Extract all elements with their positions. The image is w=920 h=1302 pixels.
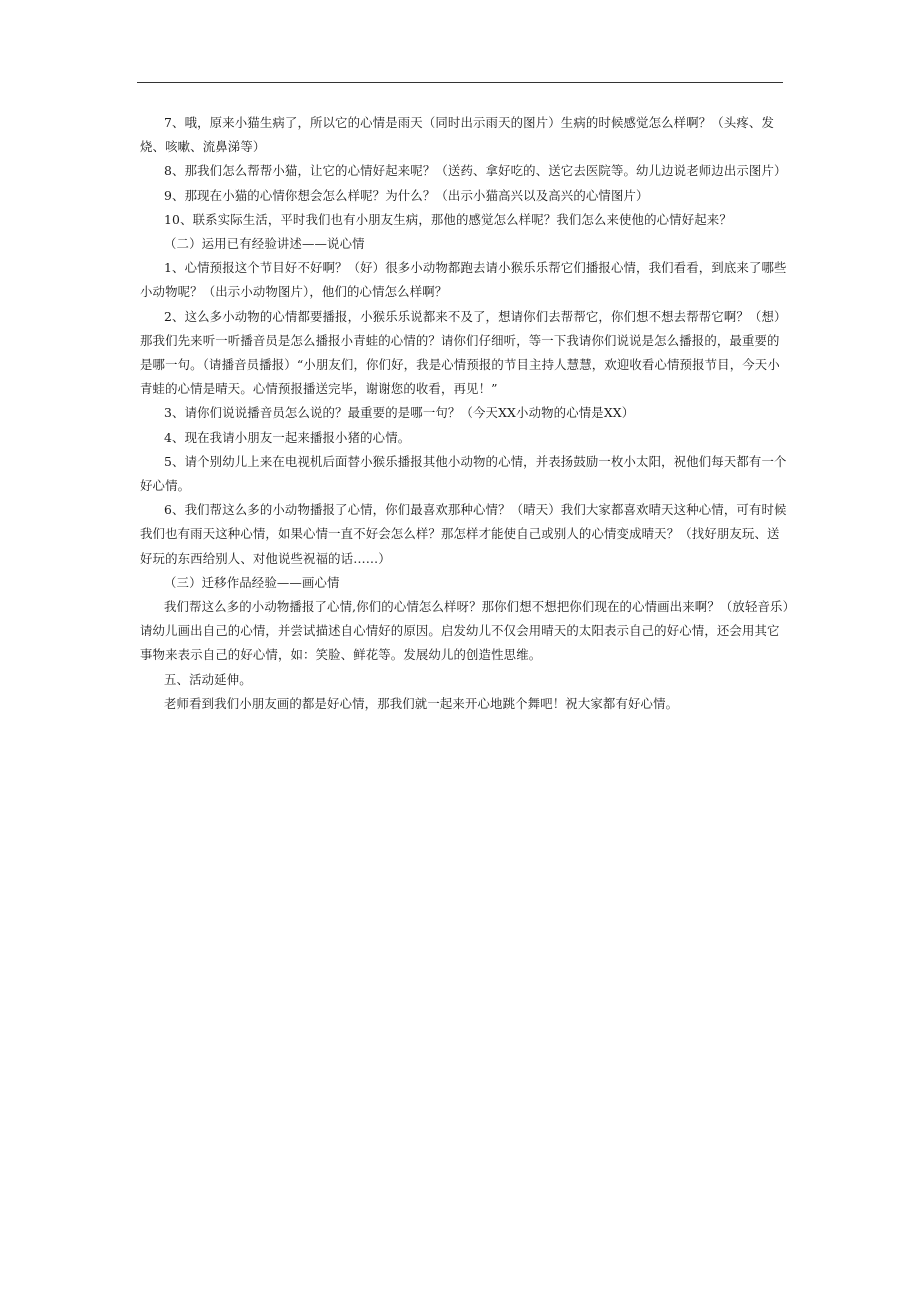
paragraph-item-5: 5、请个别幼儿上来在电视机后面替小猴乐播报其他小动物的心情，并表扬鼓励一枚小太阳，祝他们每天都有一个好心情。: [140, 453, 787, 494]
paragraph-item-2: 2、这么多小动物的心情都要播报，小猴乐乐说都来不及了，想请你们去帮帮它，你们想不想去帮帮它啊？（想）那我们先来听一听播音员是怎么播报小青蛙的心情的？请你们仔细听，等一下我请你们说说是怎么播报的，最重要的是哪一句。（请播音员播报）“小朋友们，你们好，我是心情预报的节目主持人慧慧，欢迎收看心情预报节目，今天小青蛙的心情是晴天。心情预报播送完毕，谢谢您的收看，再见！”: [140, 308, 787, 397]
paragraph-step-10: 10、联系实际生活，平时我们也有小朋友生病，那他的感觉怎么样呢？我们怎么来使他的心情好起来？: [164, 211, 732, 227]
section-heading-3: （三）迁移作品经验——画心情: [164, 574, 340, 590]
header-rule: [137, 82, 783, 83]
paragraph-drawing: 我们帮这么多的小动物播报了心情,你们的心情怎么样呀？那你们想不想把你们现在的心情画出来啊？（放轻音乐）请幼儿画出自己的心情，并尝试描述自心情好的原因。启发幼儿不仅会用晴天的太阳表示自己的好心情，还会用其它事物来表示自己的好心情，如：笑脸、鲜花等。发展幼儿的创造性思维。: [140, 599, 789, 663]
paragraph-step-7: 7、哦，原来小猫生病了，所以它的心情是雨天（同时出示雨天的图片）生病的时候感觉怎么样啊？（头疼、发烧、咳嗽、流鼻涕等）: [140, 115, 774, 155]
section-heading-2: （二）运用已有经验讲述——说心情: [164, 236, 365, 252]
paragraph-item-4: 4、现在我请小朋友一起来播报小猪的心情。: [164, 429, 411, 445]
paragraph-item-1: 1、心情预报这个节目好不好啊？（好）很多小动物都跑去请小猴乐乐帮它们播报心情，我们看看，到底来了哪些小动物呢？（出示小动物图片），他们的心情怎么样啊？: [140, 260, 787, 300]
paragraph-item-6: 6、我们帮这么多的小动物播报了心情，你们最喜欢那种心情？（晴天）我们大家都喜欢晴天这种心情，可有时候我们也有雨天这种心情，如果心情一直不好会怎么样？那怎样才能使自己或别人的心情变成晴天？（找好朋友玩、送好玩的东西给别人、对他说些祝福的话……）: [140, 502, 787, 566]
section-heading-5: 五、活动延伸。: [164, 671, 252, 687]
document-body: [140, 111, 790, 716]
paragraph-item-3: 3、请你们说说播音员怎么说的？最重要的是哪一句？（今天XX小动物的心情是XX）: [164, 405, 635, 421]
paragraph-step-8: 8、那我们怎么帮帮小猫，让它的心情好起来呢？（送药、拿好吃的、送它去医院等。幼儿边说老师边出示图片）: [164, 163, 787, 179]
paragraph-closing: 老师看到我们小朋友画的都是好心情，那我们就一起来开心地跳个舞吧！祝大家都有好心情。: [164, 695, 679, 711]
paragraph-step-9: 9、那现在小猫的心情你想会怎么样呢？为什么？（出示小猫高兴以及高兴的心情图片）: [164, 187, 649, 203]
